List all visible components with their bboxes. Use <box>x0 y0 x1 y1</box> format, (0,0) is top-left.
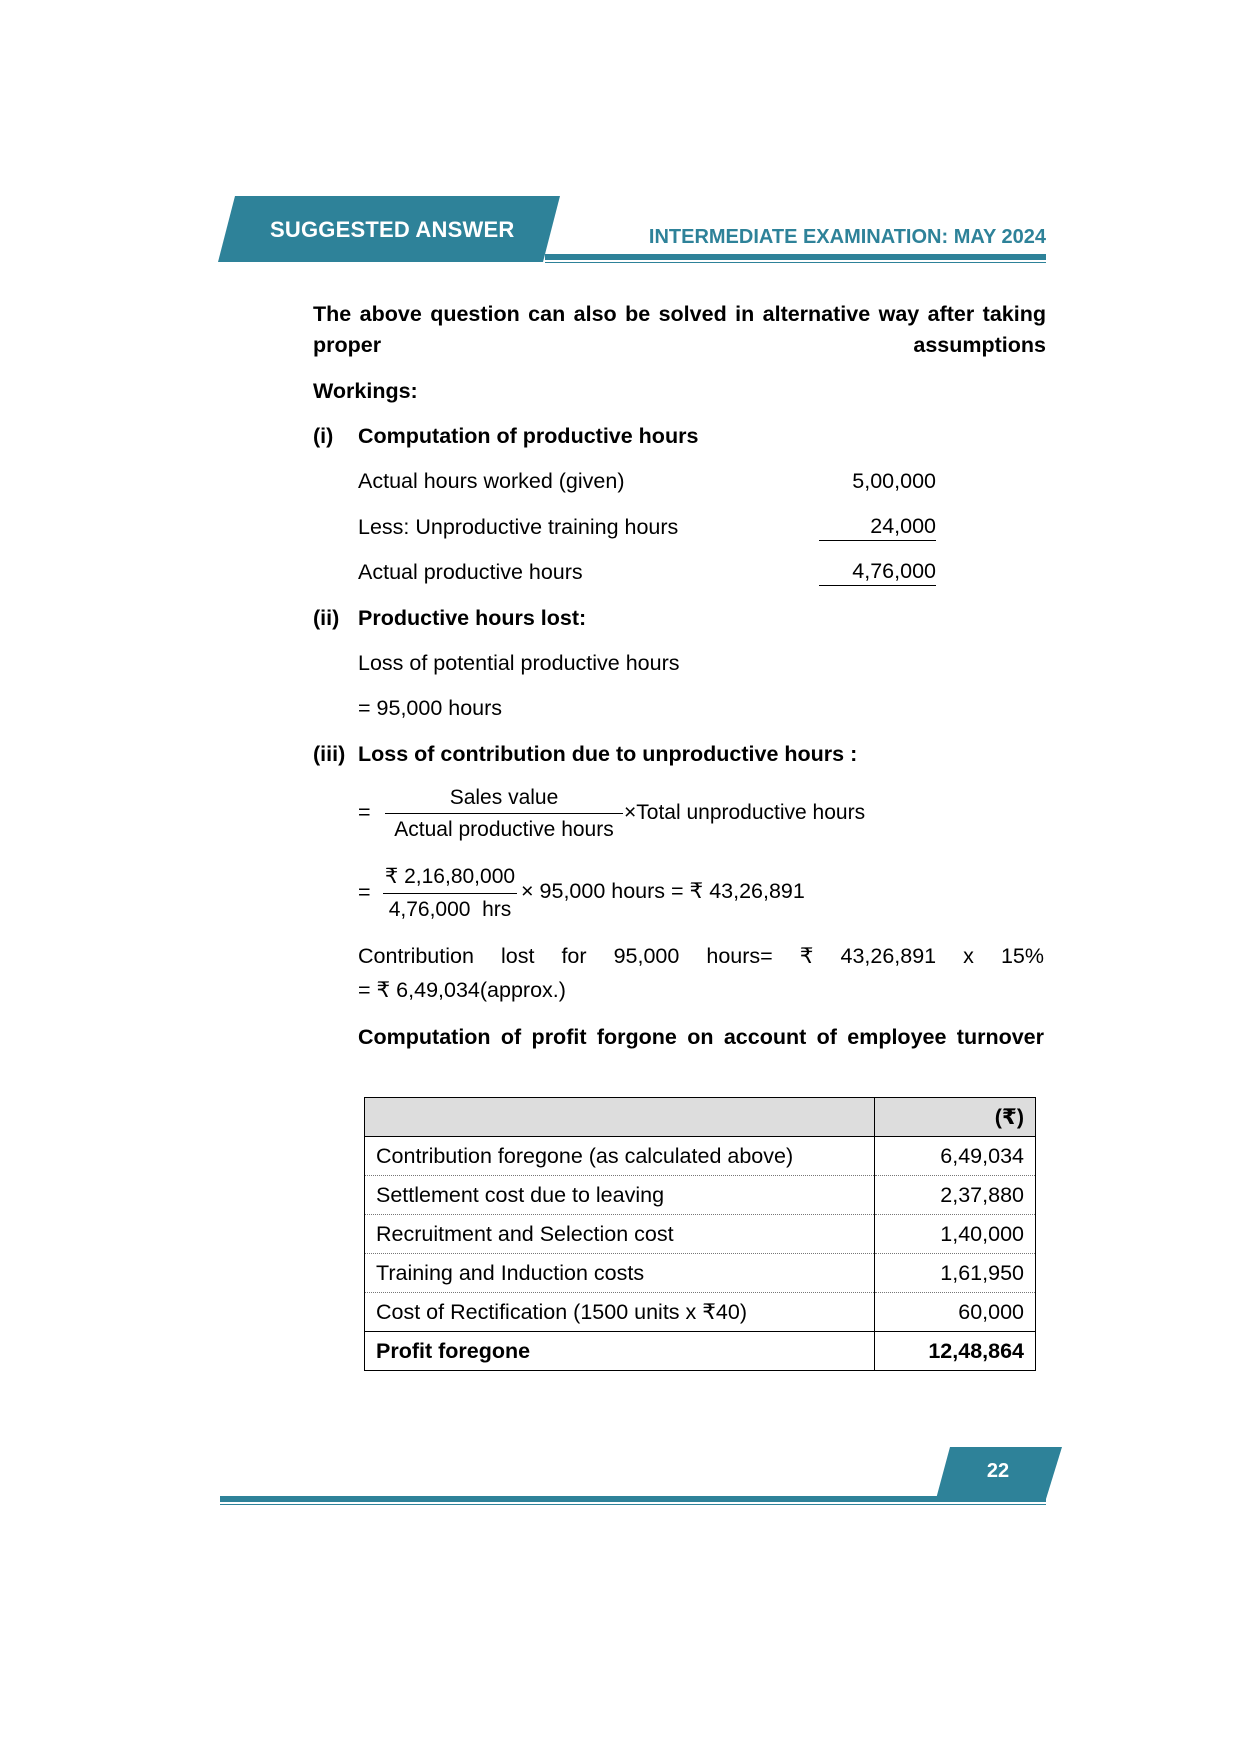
header-rule <box>545 254 1046 260</box>
header-rule-thin <box>545 262 1046 263</box>
formula-denominator: Actual productive hours <box>394 818 614 841</box>
table-cell-label: Settlement cost due to leaving <box>365 1176 875 1215</box>
productive-row-value: 24,000 <box>819 512 936 541</box>
table-row <box>365 1137 1036 1176</box>
table-row <box>365 1215 1036 1254</box>
table-row <box>365 1176 1036 1215</box>
contribution-result: = ₹ 6,49,034(approx.) <box>358 978 566 1002</box>
section2-line: = 95,000 hours <box>358 696 503 720</box>
section1-marker: (i) <box>313 424 334 448</box>
footer-rule <box>220 1496 1046 1502</box>
table-header-label <box>365 1098 875 1137</box>
workings-heading: Workings: <box>313 379 418 403</box>
calc-numerator: ₹ 2,16,80,000 <box>384 865 516 888</box>
table-cell-label: Cost of Rectification (1500 units x ₹40) <box>365 1293 875 1332</box>
section2-marker: (ii) <box>313 606 340 630</box>
calc-eq: = <box>358 880 371 904</box>
table-cell-label: Contribution foregone (as calculated above) <box>365 1137 875 1176</box>
section3-title: Loss of contribution due to unproductive hours : <box>358 742 858 766</box>
productive-row-value: 4,76,000 <box>819 557 936 586</box>
section2-line: Loss of potential productive hours <box>358 651 680 675</box>
formula-numerator: Sales value <box>449 786 559 809</box>
exam-title: INTERMEDIATE EXAMINATION: MAY 2024 <box>648 226 1046 248</box>
table-cell-label: Recruitment and Selection cost <box>365 1215 875 1254</box>
section1-title: Computation of productive hours <box>358 424 699 448</box>
intro-text: The above question can also be solved in alternative way after taking proper assumptions <box>313 302 1046 357</box>
profit-section-title: Computation of profit forgone on account of employee turnover <box>358 1025 1044 1049</box>
table-header-row <box>365 1098 1036 1137</box>
formula-eq: = <box>358 800 371 824</box>
calc-denominator: 4,76,000 hrs <box>388 898 512 921</box>
section2-title: Productive hours lost: <box>358 606 587 630</box>
table-cell-value: 1,61,950 <box>875 1254 1036 1293</box>
profit-table <box>364 1097 1036 1371</box>
table-cell-label: Training and Induction costs <box>365 1254 875 1293</box>
table-cell-value: 2,37,880 <box>875 1176 1036 1215</box>
productive-row-value: 5,00,000 <box>852 469 936 493</box>
table-total-value: 12,48,864 <box>875 1332 1036 1371</box>
table-cell-value: 1,40,000 <box>875 1215 1036 1254</box>
section3-marker: (iii) <box>313 742 346 766</box>
productive-row-label: Actual productive hours <box>358 560 583 584</box>
contribution-line: Contribution lost for 95,000 hours= ₹ 43,26,891 x 15% <box>358 944 1044 968</box>
table-row <box>365 1293 1036 1332</box>
formula-multiplier: ×Total unproductive hours <box>624 801 866 824</box>
header-tab-label: SUGGESTED ANSWER <box>270 217 515 242</box>
table-total-label: Profit foregone <box>365 1332 875 1371</box>
productive-row-label: Less: Unproductive training hours <box>358 515 679 539</box>
table-cell-value: 6,49,034 <box>875 1137 1036 1176</box>
table-cell-value: 60,000 <box>875 1293 1036 1332</box>
table-row <box>365 1254 1036 1293</box>
calc-rest: × 95,000 hours = ₹ 43,26,891 <box>521 879 805 903</box>
productive-row-label: Actual hours worked (given) <box>358 469 625 493</box>
table-total-row <box>365 1332 1036 1371</box>
footer-rule-thin <box>220 1504 1046 1505</box>
page-number: 22 <box>986 1460 1010 1482</box>
table-header-value: (₹) <box>875 1098 1036 1137</box>
